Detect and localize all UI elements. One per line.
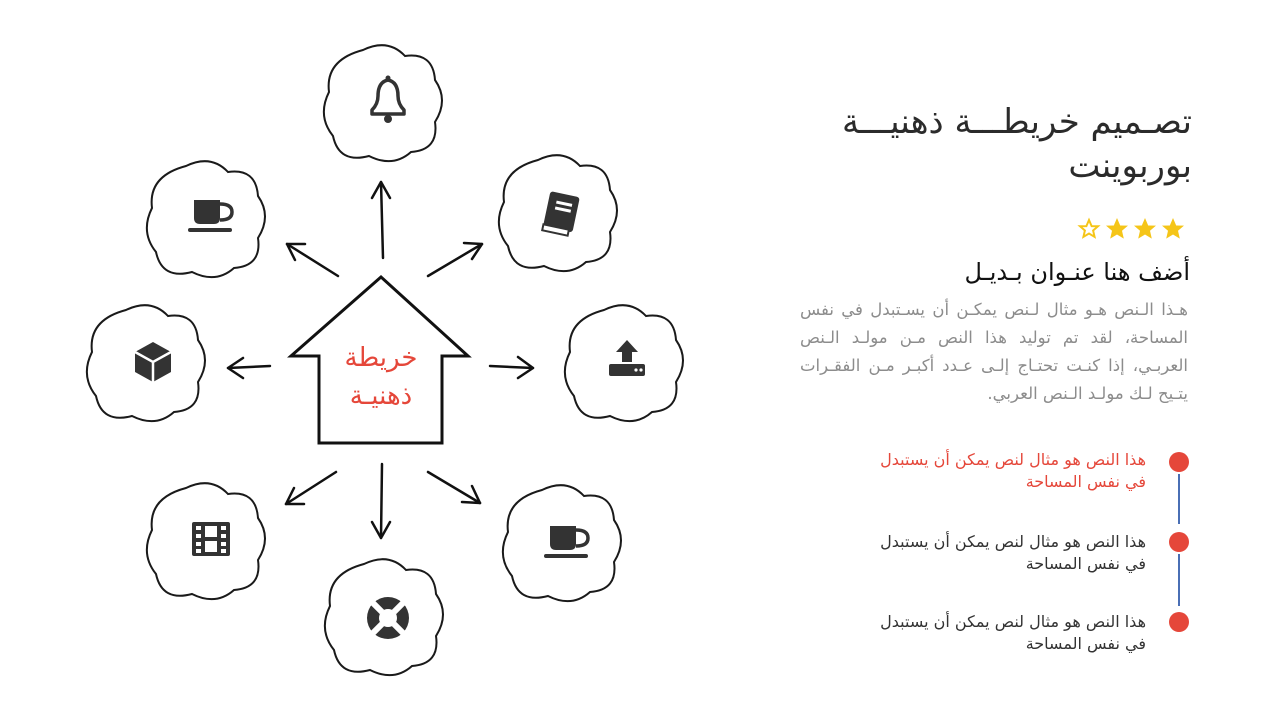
arrow-lower-right <box>428 472 480 503</box>
timeline-item-line1: هذا النص هو مثال لنص يمكن أن يستبدل <box>880 532 1146 551</box>
cloud-top <box>324 45 442 161</box>
arrow-lower-left <box>286 472 336 504</box>
timeline-dot <box>1169 452 1189 472</box>
arrow-left <box>228 358 270 378</box>
timeline-dot <box>1169 612 1189 632</box>
star-filled-icon <box>1106 218 1128 239</box>
arrow-upper-left <box>287 244 338 276</box>
film-icon <box>192 522 230 556</box>
arrow-top <box>372 182 390 258</box>
arrow-right <box>490 357 533 378</box>
body-paragraph: هـذا الـنص هـو مثال لـنص يمكـن أن يسـتبدل في نفس المساحة، لقد تم توليد هذا النص مـن مولـد الـنص العربـي، إذا كنـت تحتـاج إلـى عـدد أكبـر مـن الفقـرات يتـيح لـك مولـد الـنص العربي. <box>800 300 1188 403</box>
star-filled-icon <box>1134 218 1156 239</box>
title-line2: بوربوينت <box>1068 146 1192 186</box>
arrow-upper-right <box>428 243 482 276</box>
page-title <box>772 100 1192 188</box>
star-rating <box>1076 214 1188 242</box>
timeline-item-line1: هذا النص هو مثال لنص يمكن أن يستبدل <box>880 612 1146 631</box>
center-label-line2: ذهنيـة <box>349 381 413 411</box>
timeline-connector <box>1178 554 1180 606</box>
timeline-item-1 <box>816 449 1146 493</box>
timeline-item-3 <box>816 611 1146 655</box>
timeline-dot <box>1169 532 1189 552</box>
title-line1: تصـميم خريطـــة ذهنيـــة <box>841 102 1192 142</box>
timeline-connector <box>1178 474 1180 524</box>
cloud-right <box>565 305 683 421</box>
subtitle: أضف هنا عنـوان بـديـل <box>964 258 1190 286</box>
timeline-item-line2: في نفس المساحة <box>1025 472 1146 491</box>
timeline-item-line2: في نفس المساحة <box>1025 554 1146 573</box>
timeline-item-line2: في نفس المساحة <box>1025 634 1146 653</box>
timeline-item-2 <box>816 531 1146 575</box>
lifebuoy-icon <box>367 597 409 639</box>
timeline-item-line1: هذا النص هو مثال لنص يمكن أن يستبدل <box>880 450 1146 469</box>
center-label-line1: خريطة <box>344 343 418 373</box>
star-filled-icon <box>1162 218 1184 239</box>
arrow-bottom <box>372 464 390 538</box>
star-outline-icon <box>1080 220 1098 237</box>
